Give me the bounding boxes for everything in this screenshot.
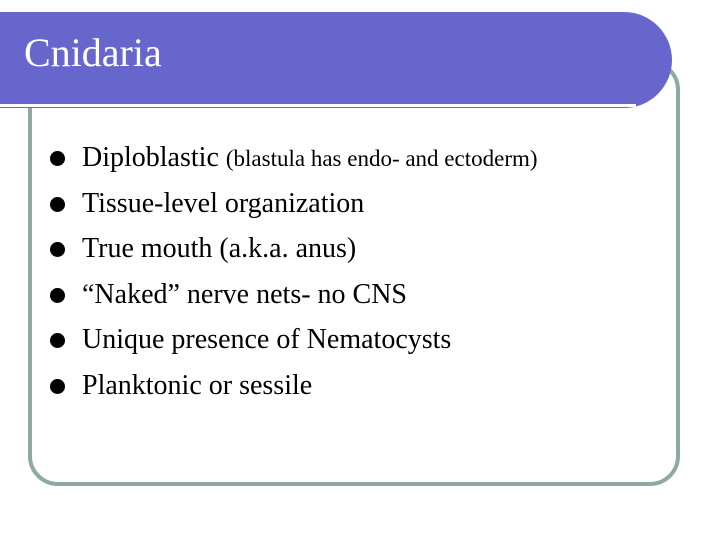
bullet-dot-icon (50, 379, 65, 394)
bullet-dot-icon (50, 288, 65, 303)
bullet-item (60, 181, 538, 227)
bullet-dot-icon (50, 197, 65, 212)
bullet-dot-icon (50, 151, 65, 166)
bullet-text: True mouth (a.k.a. anus) (82, 233, 357, 264)
bullet-text: Diploblastic (82, 142, 219, 173)
bullet-text: Planktonic or sessile (82, 369, 313, 401)
bullet-item (60, 317, 538, 363)
bullet-item (60, 226, 538, 272)
bullet-text: Tissue-level organization (82, 187, 365, 219)
bullet-item (60, 272, 538, 318)
bullet-text: Unique presence of Nematocysts (82, 324, 452, 355)
slide-title: Cnidaria (24, 30, 162, 75)
bullet-item (60, 135, 538, 181)
bullet-dot-icon (50, 242, 65, 257)
bullet-item (60, 363, 538, 409)
bullet-dot-icon (50, 333, 65, 348)
title-underline (0, 104, 636, 107)
bullet-text: “Naked” nerve nets- no CNS (82, 278, 408, 310)
bullet-note: (blastula has endo- and ectoderm) (225, 146, 538, 171)
bullet-list (60, 135, 538, 408)
